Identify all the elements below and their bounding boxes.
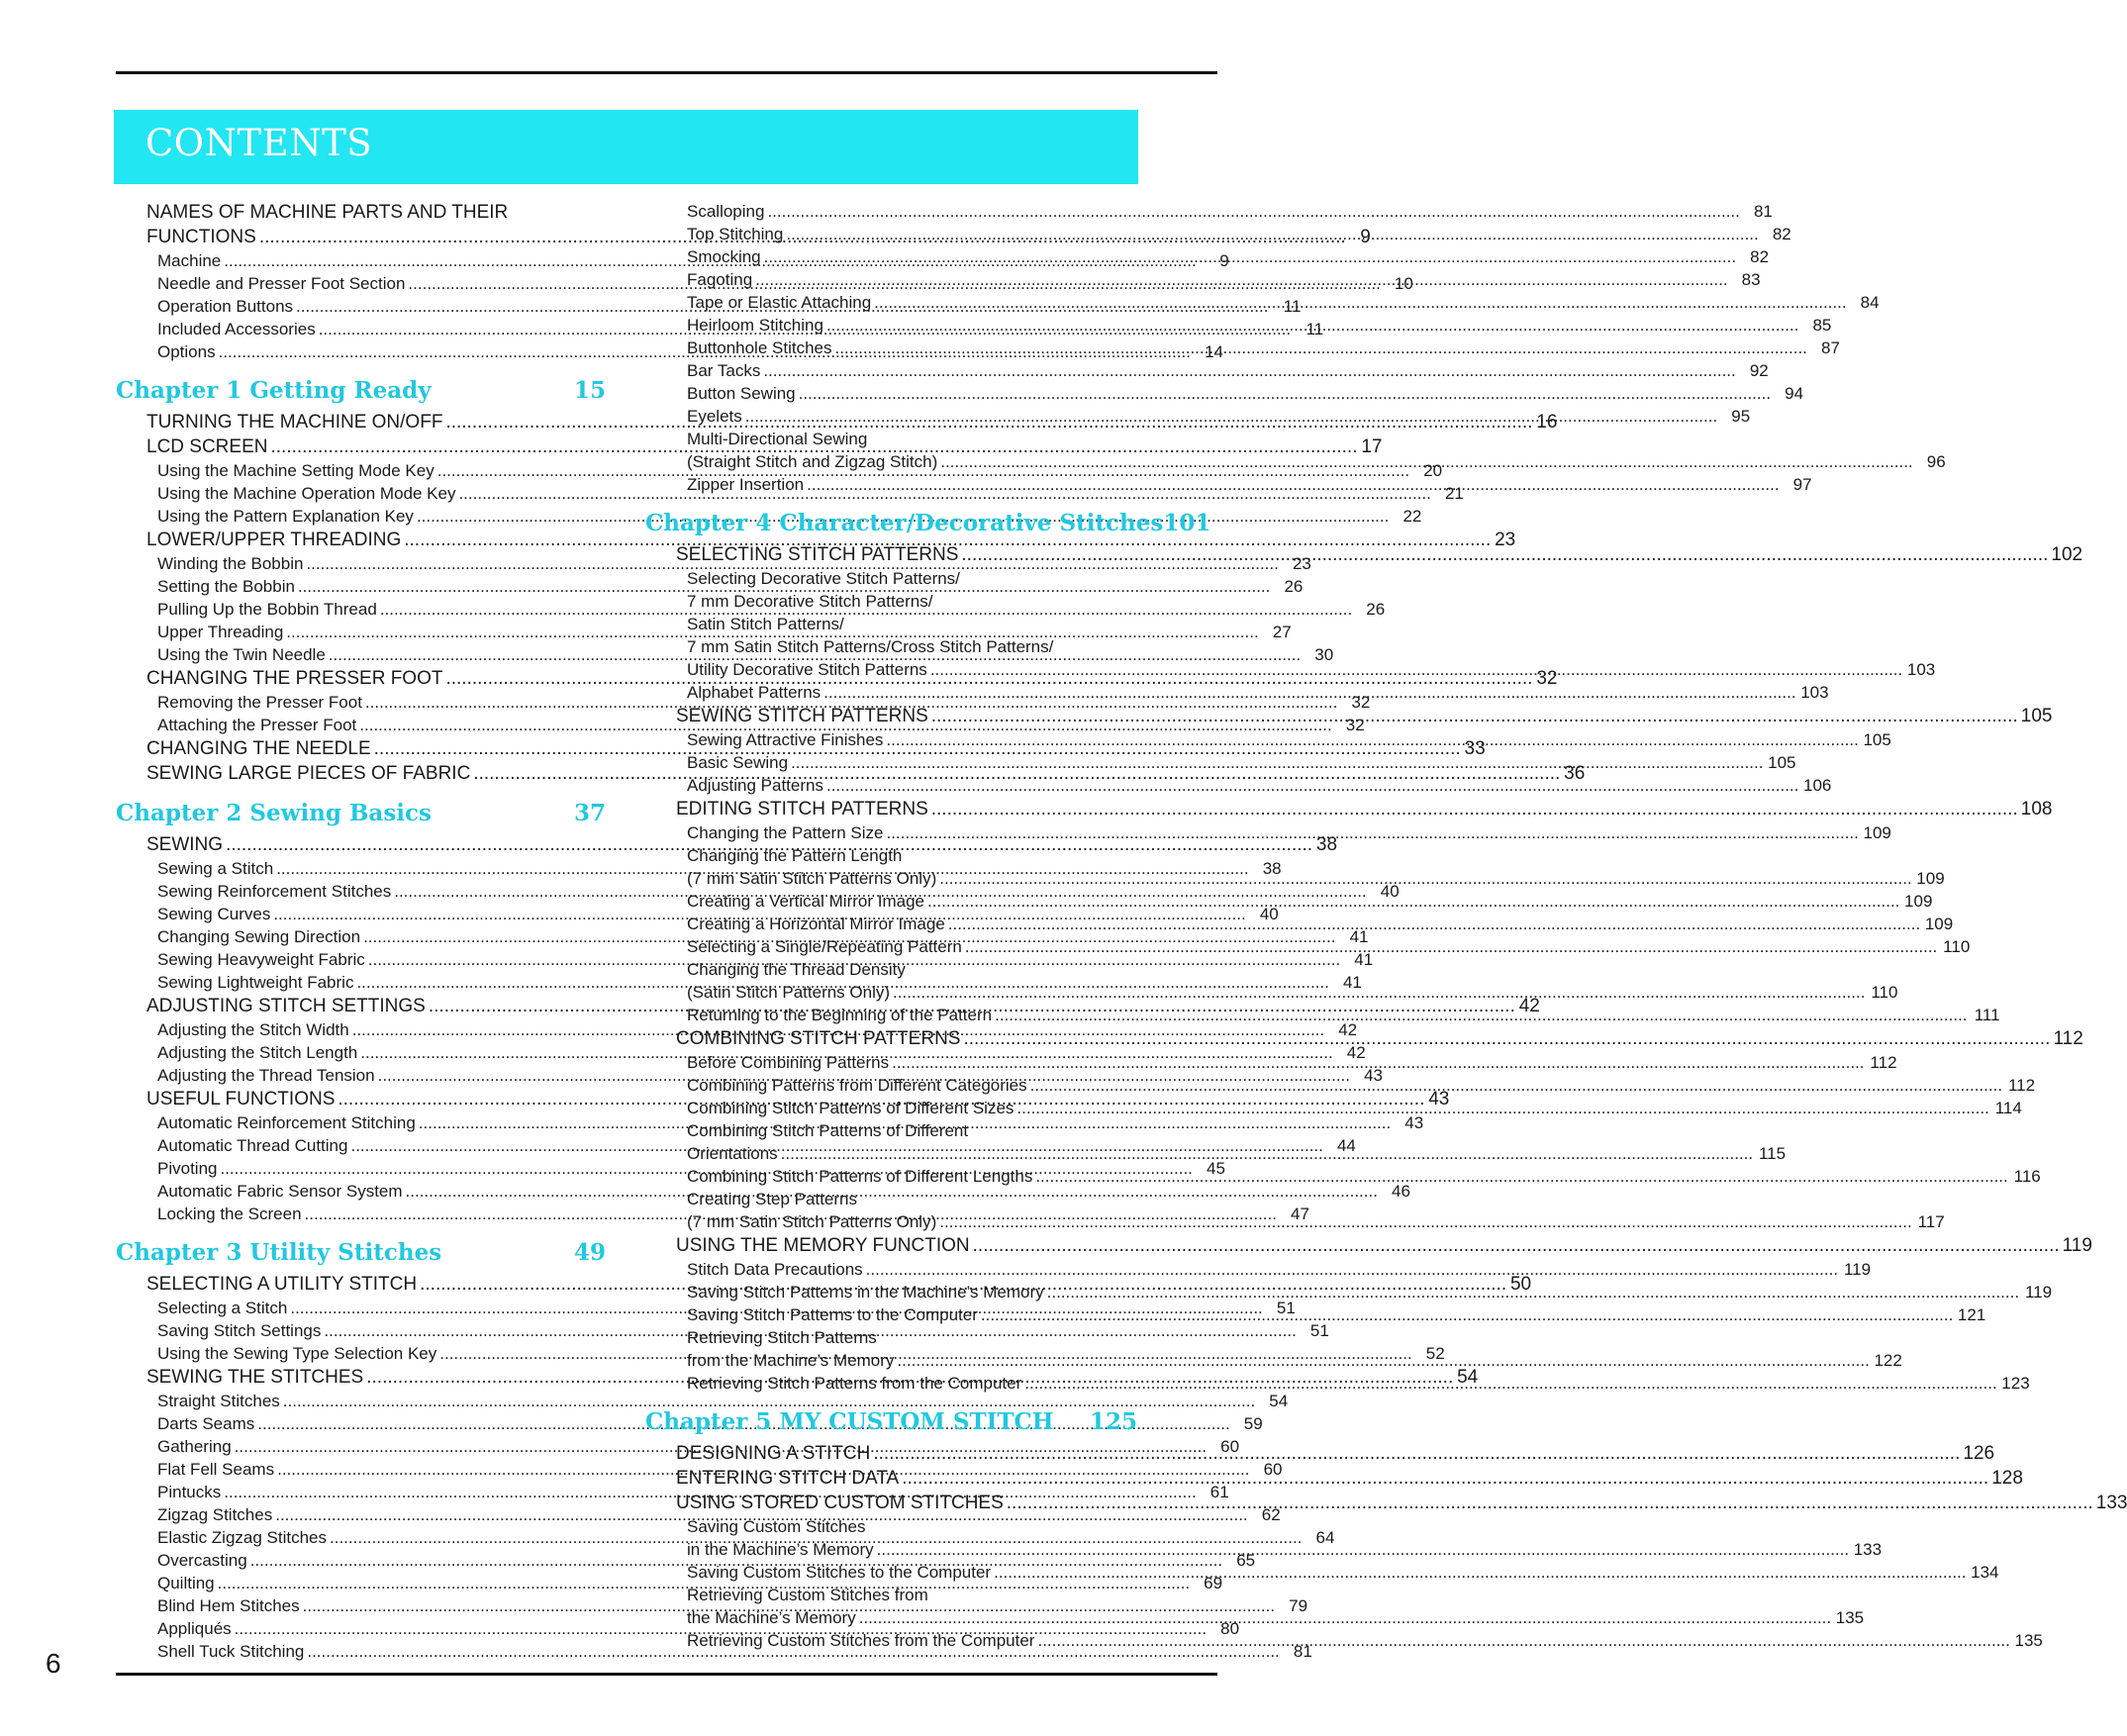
entry-title: Fagoting (687, 270, 753, 289)
entry-title: Chapter 4 Character/Decorative Stitches (645, 510, 1164, 536)
entry-title: Automatic Thread Cutting (157, 1136, 348, 1155)
entry-page-number: 97 (1792, 475, 1812, 494)
entry-page-number: 33 (1464, 738, 1486, 759)
entry-title: Operation Buttons (157, 297, 294, 316)
dot-leader (1047, 1281, 2019, 1303)
entry-title: Sewing Heavyweight Fabric (157, 950, 365, 969)
entry-title: Straight Stitches (157, 1392, 280, 1410)
entry-title: Smocking (687, 247, 761, 266)
entry-title: Basic Sewing (687, 753, 789, 772)
entry-title: Changing the Pattern Size (687, 823, 884, 842)
entry-page-number: 103 (1906, 660, 1936, 679)
entry-title: Retrieving Stitch Patterns from the Computer (687, 1374, 1022, 1393)
entry-page-number: 61 (1209, 1483, 1229, 1501)
entry-title-line: Saving Custom Stitches (687, 1517, 866, 1536)
entry-title: Setting the Bobbin (157, 577, 295, 596)
entry-title: Needle and Presser Foot Section (157, 274, 406, 293)
dot-leader (995, 1004, 1967, 1026)
entry-title: Tape or Elastic Attaching (687, 293, 872, 312)
entry-title: Upper Threading (157, 623, 284, 641)
entry-page-number: 109 (1863, 823, 1891, 842)
entry-page-number: 134 (1971, 1563, 1999, 1582)
entry-title: SEWING THE STITCHES (146, 1367, 364, 1388)
dot-leader (1024, 1372, 1996, 1395)
entry-title: ENTERING STITCH DATA (676, 1468, 900, 1489)
entry-title: Selecting a Stitch (157, 1299, 288, 1317)
dot-leader (963, 1026, 2050, 1051)
entry-page-number: 43 (1364, 1066, 1384, 1085)
entry-page-number: 11 (1283, 297, 1302, 316)
entry-page-number: 14 (1205, 342, 1224, 361)
entry-page-number: 43 (1428, 1089, 1450, 1109)
entry-page-number: 41 (1342, 973, 1362, 992)
entry-page-number: 51 (1309, 1321, 1329, 1340)
entry-title: Button Sewing (687, 384, 796, 403)
entry-title: Machine (157, 251, 222, 270)
entry-title: Using the Machine Setting Mode Key (157, 461, 435, 480)
entry-title: DESIGNING A STITCH (676, 1443, 871, 1464)
entry-title: Heirloom Stitching (687, 316, 823, 335)
entry-page-number: 22 (1402, 507, 1422, 526)
entry-title: Saving Stitch Patterns to the Computer (687, 1305, 978, 1324)
entry-page-number: 135 (2014, 1631, 2043, 1650)
entry-title: Adjusting Patterns (687, 776, 823, 795)
entry-page-number: 103 (1800, 683, 1829, 702)
entry-title: Locking the Screen (157, 1205, 302, 1223)
entry-title: Overcasting (157, 1551, 247, 1570)
entry-page-number: 26 (1284, 577, 1304, 596)
entry-title: the Machine’s Memory (687, 1608, 856, 1627)
dot-leader (834, 337, 1806, 359)
entry-title: Using the Pattern Explanation Key (157, 507, 414, 526)
entry-page-number: 52 (1425, 1344, 1445, 1363)
entry-title: Stitch Data Precautions (687, 1260, 863, 1279)
entry-title-line: Creating Step Patterns (687, 1190, 857, 1208)
entry-title: Appliqués (157, 1619, 232, 1638)
toc-subsection-entry[interactable] (645, 382, 1804, 405)
entry-title: Adjusting the Thread Tension (157, 1066, 375, 1085)
entry-page-number: 122 (1874, 1351, 1902, 1370)
entry-page-number: 82 (1750, 247, 1770, 266)
entry-title: (7 mm Satin Stitch Patterns Only) (687, 1212, 937, 1231)
entry-page-number: 62 (1261, 1505, 1281, 1524)
entry-title: Selecting a Single/Repeating Pattern (687, 937, 962, 956)
entry-title: USEFUL FUNCTIONS (146, 1089, 336, 1109)
entry-page-number: 125 (1089, 1408, 1137, 1435)
entry-title: Saving Stitch Settings (157, 1321, 322, 1340)
entry-title-line: Retrieving Stitch Patterns (687, 1328, 877, 1347)
entry-title: Using the Twin Needle (157, 645, 326, 664)
entry-title: Scalloping (687, 202, 765, 221)
entry-page-number: 126 (1963, 1443, 1995, 1464)
entry-title: Using the Machine Operation Mode Key (157, 484, 456, 503)
entry-page-number: 54 (1457, 1367, 1479, 1388)
entry-title: Eyelets (687, 407, 742, 426)
entry-title: Combining Patterns from Different Categories (687, 1076, 1027, 1095)
contents-banner (114, 110, 1138, 184)
chapter-heading[interactable] (645, 509, 1211, 538)
entry-title: LOWER/UPPER THREADING (146, 530, 402, 550)
entry-title: Winding the Bobbin (157, 554, 304, 573)
entry-title: Saving Stitch Patterns in the Machine’s Memory (687, 1283, 1044, 1302)
entry-title: (Straight Stitch and Zigzag Stitch) (687, 452, 938, 471)
dot-leader (927, 890, 1899, 913)
entry-page-number: 41 (1349, 927, 1369, 946)
entry-page-number: 69 (1204, 1574, 1223, 1592)
entry-title: CHANGING THE PRESSER FOOT (146, 668, 443, 689)
entry-title: SELECTING STITCH PATTERNS (676, 544, 959, 565)
entry-page-number: 123 (2001, 1374, 2030, 1393)
entry-page-number: 87 (1820, 338, 1840, 357)
entry-title: Combining Stitch Patterns of Different Sizes (687, 1099, 1015, 1117)
dot-leader (961, 542, 2048, 567)
entry-title: Flat Fell Seams (157, 1460, 275, 1479)
toc-section-entry[interactable] (645, 797, 2053, 821)
dot-leader (866, 1258, 1838, 1281)
entry-page-number: 9 (1219, 251, 1229, 270)
dot-leader (799, 382, 1771, 405)
chapter-heading[interactable] (116, 799, 606, 828)
entry-page-number: 109 (1904, 892, 1933, 911)
entry-title: Pivoting (157, 1159, 218, 1178)
entry-title: Returning to the Beginning of the Pattern (687, 1006, 993, 1024)
toc-subsection-entry[interactable] (645, 774, 1832, 797)
entry-title: Adjusting the Stitch Length (157, 1043, 358, 1062)
entry-page-number: 54 (1269, 1392, 1289, 1410)
entry-title: Top Stitching (687, 225, 784, 243)
toc-subsection-entry[interactable] (645, 245, 1770, 268)
entry-page-number: 9 (1360, 227, 1371, 247)
entry-title: Removing the Presser Foot (157, 693, 362, 712)
dot-leader (973, 1233, 2060, 1258)
entry-page-number: 42 (1346, 1043, 1366, 1062)
toc-subsection-entry[interactable] (645, 821, 1891, 844)
entry-page-number: 37 (573, 800, 606, 826)
page-number: 6 (46, 1648, 61, 1679)
entry-page-number: 94 (1785, 384, 1804, 403)
entry-page-number: 36 (1564, 763, 1586, 784)
entry-page-number: 44 (1336, 1136, 1356, 1155)
entry-title: Included Accessories (157, 320, 316, 338)
entry-page-number: 16 (1536, 412, 1558, 433)
dot-leader (877, 1538, 1849, 1561)
entry-page-number: 26 (1366, 600, 1386, 619)
entry-page-number: 116 (2013, 1167, 2041, 1186)
dot-leader (897, 1349, 1869, 1372)
entry-title: Pintucks (157, 1483, 222, 1501)
entry-title-line: Changing the Thread Density (687, 960, 906, 979)
entry-title: Using the Sewing Type Selection Key (157, 1344, 437, 1363)
dot-leader (826, 314, 1798, 337)
dot-leader (939, 867, 1911, 890)
entry-title: from the Machine’s Memory (687, 1351, 895, 1370)
bottom-rule (116, 1673, 1217, 1676)
entry-page-number: 81 (1293, 1642, 1312, 1661)
dot-leader (826, 774, 1798, 797)
entry-title: Automatic Reinforcement Stitching (157, 1113, 416, 1132)
entry-page-number: 101 (1163, 510, 1211, 536)
entry-title: FUNCTIONS (146, 227, 256, 247)
dot-leader (965, 935, 1937, 958)
entry-title: Creating a Vertical Mirror Image (687, 892, 924, 911)
entry-title-line: Combining Stitch Patterns of Different (687, 1121, 969, 1140)
entry-title: Alphabet Patterns (687, 683, 822, 702)
entry-page-number: 32 (1351, 693, 1371, 712)
dot-leader (781, 1142, 1753, 1165)
entry-page-number: 20 (1423, 461, 1443, 480)
entry-page-number: 80 (1220, 1619, 1240, 1638)
toc-subsection-entry[interactable] (645, 223, 1791, 245)
entry-page-number: 85 (1812, 316, 1832, 335)
entry-title-line: Retrieving Custom Stitches from (687, 1586, 928, 1604)
entry-title-line: 7 mm Satin Stitch Patterns/Cross Stitch Patterns/ (687, 637, 1054, 656)
entry-page-number: 119 (1843, 1260, 1872, 1279)
entry-page-number: 102 (2051, 544, 2083, 565)
dot-leader (1007, 1491, 2093, 1515)
entry-title: COMBINING STITCH PATTERNS (676, 1028, 961, 1049)
entry-page-number: 112 (1870, 1053, 1897, 1072)
entry-title-line: Selecting Decorative Stitch Patterns/ (687, 569, 960, 588)
entry-title-line: NAMES OF MACHINE PARTS AND THEIR (146, 202, 509, 223)
dot-leader (1035, 1165, 2007, 1188)
entry-page-number: 105 (1768, 753, 1796, 772)
entry-page-number: 106 (1803, 776, 1832, 795)
entry-title: Retrieving Custom Stitches from the Computer (687, 1631, 1035, 1650)
toc-subsection-entry[interactable] (645, 1258, 1872, 1281)
entry-page-number: 59 (1243, 1414, 1263, 1433)
entry-page-number: 105 (2020, 706, 2053, 726)
entry-page-number: 128 (1991, 1468, 2023, 1489)
entry-title: ADJUSTING STITCH SETTINGS (146, 996, 426, 1016)
dot-leader (1030, 1074, 2002, 1097)
entry-page-number: 119 (2062, 1235, 2092, 1256)
dot-leader (807, 473, 1779, 496)
entry-title: Shell Tuck Stitching (157, 1642, 305, 1661)
entry-title: TURNING THE MACHINE ON/OFF (146, 412, 443, 433)
entry-title-line: 7 mm Decorative Stitch Patterns/ (687, 592, 933, 611)
entry-page-number: 110 (1871, 983, 1898, 1002)
entry-page-number: 27 (1272, 623, 1292, 641)
toc-section-entry[interactable] (116, 528, 1516, 552)
entry-title: Sewing Attractive Finishes (687, 730, 884, 749)
top-rule (116, 71, 1217, 74)
entry-page-number: 109 (1924, 915, 1954, 933)
dot-leader (1016, 1097, 1988, 1119)
dot-leader (940, 450, 1912, 473)
entry-title: Blind Hem Stitches (157, 1596, 300, 1615)
dot-leader (886, 821, 1858, 844)
entry-page-number: 119 (2024, 1283, 2053, 1302)
entry-title: in the Machine’s Memory (687, 1540, 874, 1559)
entry-title: Changing Sewing Direction (157, 927, 361, 946)
entry-page-number: 11 (1305, 320, 1324, 338)
chapter-heading[interactable] (645, 1407, 1137, 1437)
dot-leader (859, 1606, 1831, 1629)
entry-page-number: 23 (1495, 530, 1516, 550)
entry-page-number: 43 (1404, 1113, 1424, 1132)
entry-page-number: 111 (1974, 1006, 2000, 1024)
toc-subsection-entry[interactable] (645, 359, 1769, 382)
entry-page-number: 47 (1291, 1205, 1309, 1223)
entry-page-number: 10 (1394, 274, 1413, 293)
entry-page-number: 92 (1749, 361, 1769, 380)
entry-title: Chapter 2 Sewing Basics (116, 800, 432, 826)
entry-page-number: 105 (1863, 730, 1891, 749)
entry-title: SEWING LARGE PIECES OF FABRIC (146, 763, 471, 784)
toc-subsection-entry[interactable] (116, 1390, 1289, 1412)
entry-page-number: 64 (1315, 1528, 1335, 1547)
entry-page-number: 114 (1994, 1099, 2022, 1117)
entry-page-number: 40 (1380, 882, 1400, 901)
entry-title: SEWING (146, 834, 224, 855)
entry-title-line: Satin Stitch Patterns/ (687, 615, 844, 633)
entry-page-number: 23 (1292, 554, 1311, 573)
entry-title: Sewing a Stitch (157, 859, 274, 878)
entry-title: Chapter 5 MY CUSTOM STITCH (645, 1408, 1054, 1435)
dot-leader (981, 1303, 1953, 1326)
entry-page-number: 46 (1392, 1182, 1410, 1201)
entry-title: Gathering (157, 1437, 232, 1456)
entry-title: CHANGING THE NEEDLE (146, 738, 371, 759)
entry-page-number: 117 (1917, 1212, 1945, 1231)
entry-page-number: 15 (573, 377, 606, 404)
entry-page-number: 79 (1289, 1596, 1308, 1615)
entry-title: Quilting (157, 1574, 215, 1592)
entry-page-number: 65 (1236, 1551, 1256, 1570)
entry-title: USING THE MEMORY FUNCTION (676, 1235, 970, 1256)
entry-page-number: 32 (1536, 668, 1558, 689)
dot-leader (874, 291, 1846, 314)
entry-title: Attaching the Presser Foot (157, 716, 357, 734)
entry-page-number: 133 (2095, 1493, 2127, 1513)
dot-leader (931, 704, 2018, 728)
entry-page-number: 50 (1509, 1274, 1532, 1295)
dot-leader (939, 1210, 1911, 1233)
dot-leader (791, 751, 1763, 774)
toc-subsection-entry[interactable] (645, 200, 1773, 223)
entry-page-number: 17 (1361, 436, 1383, 457)
entry-title: Chapter 3 Utility Stitches (116, 1239, 442, 1266)
entry-page-number: 109 (1916, 869, 1945, 888)
entry-title: Adjusting the Stitch Width (157, 1020, 349, 1039)
entry-page-number: 135 (1835, 1608, 1865, 1627)
entry-title: Zipper Insertion (687, 475, 805, 494)
entry-page-number: 108 (2020, 799, 2053, 820)
entry-page-number: 83 (1741, 270, 1761, 289)
entry-page-number: 41 (1354, 950, 1374, 969)
entry-title: Darts Seams (157, 1414, 255, 1433)
dot-leader (745, 405, 1717, 428)
dot-leader (1037, 1629, 2009, 1652)
toc-section-entry[interactable] (645, 1233, 2092, 1258)
entry-title: Sewing Reinforcement Stitches (157, 882, 392, 901)
entry-title: SELECTING A UTILITY STITCH (146, 1274, 418, 1295)
entry-page-number: 84 (1860, 293, 1880, 312)
entry-title: LCD SCREEN (146, 436, 268, 457)
entry-title: Buttonhole Stitches (687, 338, 832, 357)
entry-page-number: 112 (2053, 1028, 2083, 1049)
chapter-heading[interactable] (116, 1238, 606, 1268)
chapter-heading[interactable] (116, 376, 606, 406)
dot-leader (886, 728, 1858, 751)
dot-leader (767, 200, 1739, 223)
entry-page-number: 95 (1731, 407, 1751, 426)
entry-title: SEWING STITCH PATTERNS (676, 706, 928, 726)
entry-page-number: 30 (1314, 645, 1334, 664)
dot-leader (930, 658, 1902, 681)
entry-page-number: 133 (1853, 1540, 1883, 1559)
entry-title: Automatic Fabric Sensor System (157, 1182, 403, 1201)
entry-title-line: Multi-Directional Sewing (687, 430, 868, 448)
entry-page-number: 60 (1220, 1437, 1240, 1456)
entry-title: USING STORED CUSTOM STITCHES (676, 1493, 1004, 1513)
entry-title: Saving Custom Stitches to the Computer (687, 1563, 992, 1582)
entry-page-number: 60 (1263, 1460, 1283, 1479)
entry-page-number: 42 (1338, 1020, 1358, 1039)
entry-title: Before Combining Patterns (687, 1053, 890, 1072)
dot-leader (786, 223, 1758, 245)
entry-title: Sewing Curves (157, 905, 271, 923)
dot-leader (994, 1561, 1966, 1584)
entry-page-number: 121 (1957, 1305, 1986, 1324)
dot-leader (931, 797, 2018, 821)
entry-title: Pulling Up the Bobbin Thread (157, 600, 377, 619)
dot-leader (873, 1441, 1960, 1466)
entry-page-number: 96 (1926, 452, 1946, 471)
entry-title: (7 mm Satin Stitch Patterns Only) (687, 869, 937, 888)
entry-page-number: 49 (573, 1239, 606, 1266)
entry-title: Bar Tacks (687, 361, 761, 380)
entry-page-number: 82 (1772, 225, 1791, 243)
entry-page-number: 115 (1758, 1144, 1787, 1163)
dot-leader (948, 913, 1920, 935)
entry-title: Combining Stitch Patterns of Different Lengths (687, 1167, 1033, 1186)
entry-page-number: 38 (1315, 834, 1338, 855)
page-title: CONTENTS (145, 122, 373, 164)
entry-title-line: Changing the Pattern Length (687, 846, 903, 865)
entry-page-number: 42 (1518, 996, 1540, 1016)
dot-leader (892, 1051, 1864, 1074)
entry-title: Zigzag Stitches (157, 1505, 273, 1524)
entry-page-number: 112 (2007, 1076, 2036, 1095)
entry-title: Utility Decorative Stitch Patterns (687, 660, 927, 679)
dot-leader (763, 359, 1735, 382)
entry-page-number: 110 (1943, 937, 1971, 956)
entry-title: Elastic Zigzag Stitches (157, 1528, 328, 1547)
entry-title: Chapter 1 Getting Ready (116, 377, 432, 404)
dot-leader (764, 245, 1736, 268)
entry-page-number: 40 (1259, 905, 1279, 923)
dot-leader (893, 981, 1865, 1004)
entry-page-number: 32 (1345, 716, 1365, 734)
entry-page-number: 38 (1262, 859, 1282, 878)
entry-title: EDITING STITCH PATTERNS (676, 799, 928, 820)
entry-title: Orientations (687, 1144, 778, 1163)
entry-title: Creating a Horizontal Mirror Image (687, 915, 945, 933)
dot-leader (823, 681, 1795, 704)
dot-leader (755, 268, 1727, 291)
entry-title: (Satin Stitch Patterns Only) (687, 983, 891, 1002)
entry-page-number: 51 (1276, 1299, 1296, 1317)
entry-page-number: 45 (1206, 1159, 1225, 1178)
entry-page-number: 21 (1444, 484, 1464, 503)
dot-leader (902, 1466, 1988, 1491)
entry-page-number: 81 (1753, 202, 1773, 221)
entry-title: Options (157, 342, 216, 361)
entry-title: Sewing Lightweight Fabric (157, 973, 354, 992)
